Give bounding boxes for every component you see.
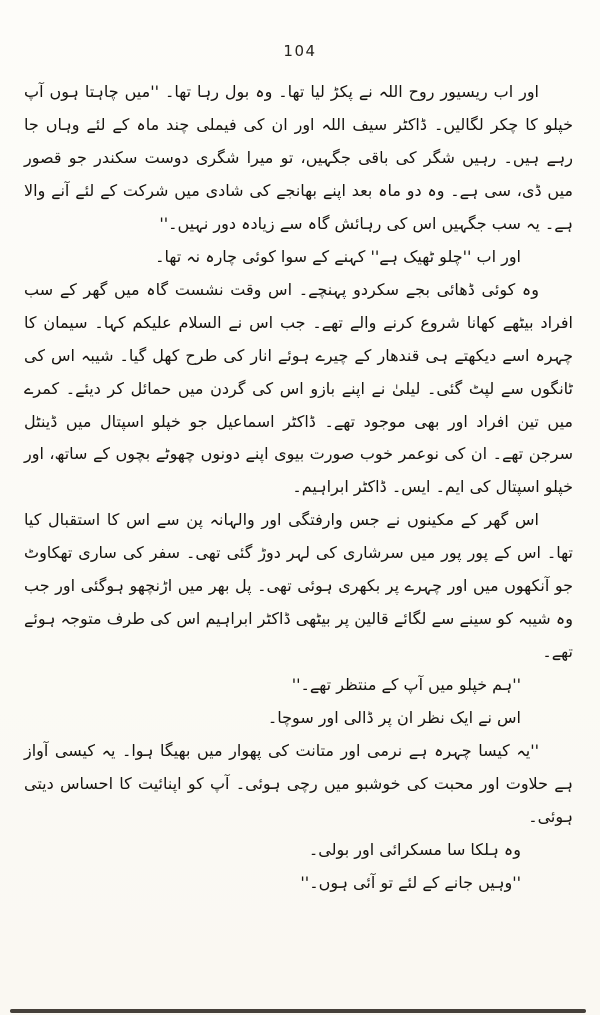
paragraph: ''وہیں جانے کے لئے تو آئی ہوں۔'' (300, 872, 521, 892)
body-text (0, 60, 600, 900)
paragraph: اور اب ''چلو ٹھیک ہے'' کہنے کے سوا کوئی چارہ نہ تھا۔ (155, 246, 521, 266)
paragraph: وہ ہلکا سا مسکرائی اور بولی۔ (308, 839, 521, 859)
paragraph: اور اب ریسیور روح اللہ نے پکڑ لیا تھا۔ وہ بول رہا تھا۔ ''میں چاہتا ہوں آپ خپلو کا چکر لگالیں۔ ڈاکٹر سیف اللہ اور ان کی فیملی چند ماہ کے لئے وہاں جا رہے ہیں۔ رہیں شگر کی باقی جگہیں، تو میرا شگری دوست سکندر جو قصور میں ڈی، سی ہے۔ وہ دو ماہ بعد اپنے بھانجے کی شادی میں شرکت کے لئے آنے والا ہے۔ یہ سب جگہیں اس کی رہائش گاہ سے زیادہ دور نہیں۔'' (24, 82, 573, 233)
paragraph: وہ کوئی ڈھائی بجے سکردو پہنچے۔ اس وقت نشست گاہ میں گھر کے سب افراد بیٹھے کھانا شروع کرنے والے تھے۔ جب اس نے السلام علیکم کہا۔ سیمان کا چہرہ اسے دیکھتے ہی قندھار کے چیرے ہوئے انار کی طرح کھل گیا۔ شیبہ اس کی ٹانگوں سے لپٹ گئی۔ لیلیٰ نے اپنے بازو اس کی گردن میں حمائل کر دیئے۔ کمرے میں تین افراد اور بھی موجود تھے۔ ڈاکٹر اسماعیل جو خپلو اسپتال میں ڈینٹل سرجن تھے۔ ان کی نوعمر خوب صورت بیوی اپنے دونوں چھوٹے بچوں کے ساتھ، اور خپلو اسپتال کی ایم۔ ایس۔ ڈاکٹر ابراہیم۔ (24, 279, 573, 497)
paragraph: ''یہ کیسا چہرہ ہے نرمی اور متانت کی پھوار میں بھیگا ہوا۔ یہ کیسی آواز ہے حلاوت اور محبت کی خوشبو میں رچی ہوئی۔ آپ کو اپنائیت کا احساس دیتی ہوئی۔ (24, 741, 573, 826)
page-number: 104 (283, 42, 317, 60)
paragraph: اس نے ایک نظر ان پر ڈالی اور سوچا۔ (267, 708, 521, 728)
paragraph: ''ہم خپلو میں آپ کے منتظر تھے۔'' (291, 675, 521, 695)
paragraph: اس گھر کے مکینوں نے جس وارفتگی اور والہانہ پن سے اس کا استقبال کیا تھا۔ اس کے پور پور میں سرشاری کی لہر دوڑ گئی تھی۔ سفر کی ساری تھکاوٹ جو آنکھوں میں اور چہرے پر بکھری ہوئی تھی۔ پل بھر میں اڑنچھو ہوگئی اور جب وہ شیبہ کو سینے سے لگائے قالین پر بیٹھی ڈاکٹر ابراہیم اس کی طرف متوجہ ہوئے تھے۔ (24, 510, 573, 662)
scan-edge-artifact (10, 1009, 586, 1013)
